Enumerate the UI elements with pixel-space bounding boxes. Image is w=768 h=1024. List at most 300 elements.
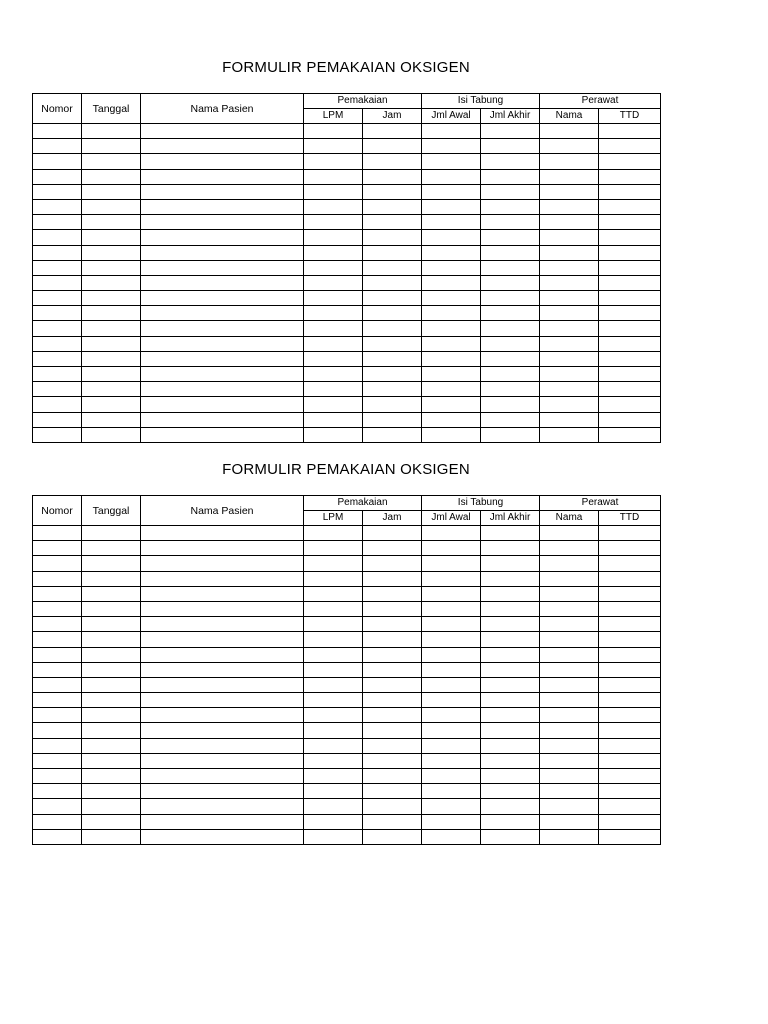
jml-awal-cell <box>422 738 481 753</box>
nomor-cell <box>33 184 82 199</box>
tanggal-cell <box>82 541 141 556</box>
table-row <box>33 541 661 556</box>
jml-akhir-cell <box>481 382 540 397</box>
jml-akhir-cell <box>481 427 540 442</box>
lpm-cell <box>304 829 363 844</box>
table-row <box>33 677 661 692</box>
ttd-cell <box>599 382 661 397</box>
jml-awal-cell <box>422 215 481 230</box>
ttd-cell <box>599 738 661 753</box>
nomor-cell <box>33 829 82 844</box>
jml-awal-cell <box>422 199 481 214</box>
header-ttd: TTD <box>599 511 661 526</box>
perawat-nama-cell <box>540 169 599 184</box>
lpm-cell <box>304 617 363 632</box>
tanggal-cell <box>82 306 141 321</box>
perawat-nama-cell <box>540 336 599 351</box>
lpm-cell <box>304 556 363 571</box>
nama-pasien-cell <box>141 723 304 738</box>
ttd-cell <box>599 139 661 154</box>
nama-pasien-cell <box>141 738 304 753</box>
lpm-cell <box>304 321 363 336</box>
jml-akhir-cell <box>481 397 540 412</box>
table-row <box>33 708 661 723</box>
jml-akhir-cell <box>481 526 540 541</box>
perawat-nama-cell <box>540 662 599 677</box>
lpm-cell <box>304 526 363 541</box>
jam-cell <box>363 541 422 556</box>
lpm-cell <box>304 367 363 382</box>
oxygen-form-2 <box>32 460 660 845</box>
tanggal-cell <box>82 351 141 366</box>
lpm-cell <box>304 738 363 753</box>
header-jml-akhir: Jml Akhir <box>481 109 540 124</box>
lpm-cell <box>304 169 363 184</box>
lpm-cell <box>304 230 363 245</box>
nama-pasien-cell <box>141 427 304 442</box>
ttd-cell <box>599 799 661 814</box>
table-row <box>33 571 661 586</box>
perawat-nama-cell <box>540 753 599 768</box>
jml-awal-cell <box>422 784 481 799</box>
nomor-cell <box>33 306 82 321</box>
jam-cell <box>363 367 422 382</box>
jml-awal-cell <box>422 799 481 814</box>
jam-cell <box>363 753 422 768</box>
jml-awal-cell <box>422 124 481 139</box>
perawat-nama-cell <box>540 291 599 306</box>
jml-awal-cell <box>422 723 481 738</box>
perawat-nama-cell <box>540 275 599 290</box>
nomor-cell <box>33 662 82 677</box>
jam-cell <box>363 245 422 260</box>
nomor-cell <box>33 275 82 290</box>
nomor-cell <box>33 397 82 412</box>
ttd-cell <box>599 199 661 214</box>
jam-cell <box>363 336 422 351</box>
jml-akhir-cell <box>481 617 540 632</box>
tanggal-cell <box>82 124 141 139</box>
jml-akhir-cell <box>481 321 540 336</box>
perawat-nama-cell <box>540 139 599 154</box>
ttd-cell <box>599 601 661 616</box>
lpm-cell <box>304 677 363 692</box>
nomor-cell <box>33 617 82 632</box>
jml-akhir-cell <box>481 260 540 275</box>
tanggal-cell <box>82 829 141 844</box>
nama-pasien-cell <box>141 397 304 412</box>
header-pemakaian: Pemakaian <box>304 496 422 511</box>
header-jml-awal: Jml Awal <box>422 511 481 526</box>
tanggal-cell <box>82 708 141 723</box>
table-row <box>33 382 661 397</box>
nomor-cell <box>33 586 82 601</box>
ttd-cell <box>599 784 661 799</box>
tanggal-cell <box>82 154 141 169</box>
tanggal-cell <box>82 526 141 541</box>
header-jam: Jam <box>363 109 422 124</box>
perawat-nama-cell <box>540 693 599 708</box>
jml-akhir-cell <box>481 586 540 601</box>
jml-akhir-cell <box>481 662 540 677</box>
nama-pasien-cell <box>141 617 304 632</box>
jml-awal-cell <box>422 275 481 290</box>
table-row <box>33 169 661 184</box>
perawat-nama-cell <box>540 617 599 632</box>
header-nama-pasien: Nama Pasien <box>141 496 304 526</box>
header-perawat: Perawat <box>540 496 661 511</box>
perawat-nama-cell <box>540 556 599 571</box>
lpm-cell <box>304 541 363 556</box>
nomor-cell <box>33 541 82 556</box>
table-row <box>33 139 661 154</box>
lpm-cell <box>304 753 363 768</box>
perawat-nama-cell <box>540 215 599 230</box>
tanggal-cell <box>82 275 141 290</box>
table-body <box>33 124 661 443</box>
lpm-cell <box>304 571 363 586</box>
jml-awal-cell <box>422 245 481 260</box>
jam-cell <box>363 275 422 290</box>
table-row <box>33 306 661 321</box>
tanggal-cell <box>82 382 141 397</box>
ttd-cell <box>599 275 661 290</box>
jml-akhir-cell <box>481 541 540 556</box>
ttd-cell <box>599 260 661 275</box>
nama-pasien-cell <box>141 321 304 336</box>
jml-awal-cell <box>422 769 481 784</box>
tanggal-cell <box>82 412 141 427</box>
nama-pasien-cell <box>141 230 304 245</box>
jml-akhir-cell <box>481 723 540 738</box>
lpm-cell <box>304 215 363 230</box>
tanggal-cell <box>82 571 141 586</box>
jml-awal-cell <box>422 526 481 541</box>
tanggal-cell <box>82 230 141 245</box>
table-row <box>33 199 661 214</box>
perawat-nama-cell <box>540 586 599 601</box>
table-body <box>33 526 661 845</box>
perawat-nama-cell <box>540 260 599 275</box>
nomor-cell <box>33 291 82 306</box>
lpm-cell <box>304 601 363 616</box>
nama-pasien-cell <box>141 351 304 366</box>
header-jam: Jam <box>363 511 422 526</box>
lpm-cell <box>304 139 363 154</box>
tanggal-cell <box>82 291 141 306</box>
jam-cell <box>363 321 422 336</box>
jml-awal-cell <box>422 321 481 336</box>
table-row <box>33 617 661 632</box>
perawat-nama-cell <box>540 321 599 336</box>
header-isi-tabung: Isi Tabung <box>422 94 540 109</box>
jam-cell <box>363 139 422 154</box>
jam-cell <box>363 397 422 412</box>
jam-cell <box>363 412 422 427</box>
jam-cell <box>363 351 422 366</box>
tanggal-cell <box>82 632 141 647</box>
perawat-nama-cell <box>540 541 599 556</box>
nama-pasien-cell <box>141 541 304 556</box>
jam-cell <box>363 306 422 321</box>
lpm-cell <box>304 245 363 260</box>
ttd-cell <box>599 321 661 336</box>
table-row <box>33 769 661 784</box>
jml-awal-cell <box>422 184 481 199</box>
nama-pasien-cell <box>141 556 304 571</box>
ttd-cell <box>599 351 661 366</box>
tanggal-cell <box>82 586 141 601</box>
lpm-cell <box>304 382 363 397</box>
tanggal-cell <box>82 184 141 199</box>
jml-akhir-cell <box>481 169 540 184</box>
tanggal-cell <box>82 169 141 184</box>
nomor-cell <box>33 556 82 571</box>
nama-pasien-cell <box>141 799 304 814</box>
perawat-nama-cell <box>540 184 599 199</box>
nomor-cell <box>33 245 82 260</box>
perawat-nama-cell <box>540 154 599 169</box>
tanggal-cell <box>82 769 141 784</box>
jam-cell <box>363 215 422 230</box>
ttd-cell <box>599 708 661 723</box>
table-row <box>33 275 661 290</box>
jam-cell <box>363 230 422 245</box>
nama-pasien-cell <box>141 784 304 799</box>
perawat-nama-cell <box>540 647 599 662</box>
perawat-nama-cell <box>540 382 599 397</box>
nomor-cell <box>33 139 82 154</box>
jml-awal-cell <box>422 230 481 245</box>
tanggal-cell <box>82 723 141 738</box>
nomor-cell <box>33 124 82 139</box>
jml-awal-cell <box>422 139 481 154</box>
lpm-cell <box>304 199 363 214</box>
jml-awal-cell <box>422 647 481 662</box>
table-row <box>33 556 661 571</box>
jml-awal-cell <box>422 556 481 571</box>
nomor-cell <box>33 753 82 768</box>
table-row <box>33 814 661 829</box>
perawat-nama-cell <box>540 245 599 260</box>
tanggal-cell <box>82 814 141 829</box>
nama-pasien-cell <box>141 382 304 397</box>
jml-akhir-cell <box>481 799 540 814</box>
jam-cell <box>363 571 422 586</box>
jam-cell <box>363 677 422 692</box>
nama-pasien-cell <box>141 571 304 586</box>
jml-akhir-cell <box>481 367 540 382</box>
nomor-cell <box>33 351 82 366</box>
lpm-cell <box>304 708 363 723</box>
nomor-cell <box>33 571 82 586</box>
jml-akhir-cell <box>481 769 540 784</box>
jam-cell <box>363 427 422 442</box>
jml-awal-cell <box>422 541 481 556</box>
tanggal-cell <box>82 601 141 616</box>
nomor-cell <box>33 677 82 692</box>
jml-awal-cell <box>422 677 481 692</box>
jml-akhir-cell <box>481 753 540 768</box>
perawat-nama-cell <box>540 632 599 647</box>
nama-pasien-cell <box>141 829 304 844</box>
jml-awal-cell <box>422 427 481 442</box>
nomor-cell <box>33 647 82 662</box>
perawat-nama-cell <box>540 367 599 382</box>
nomor-cell <box>33 784 82 799</box>
table-row <box>33 753 661 768</box>
jml-awal-cell <box>422 753 481 768</box>
table-row <box>33 215 661 230</box>
nomor-cell <box>33 199 82 214</box>
nama-pasien-cell <box>141 306 304 321</box>
nomor-cell <box>33 693 82 708</box>
nama-pasien-cell <box>141 693 304 708</box>
lpm-cell <box>304 184 363 199</box>
lpm-cell <box>304 814 363 829</box>
table-row <box>33 260 661 275</box>
lpm-cell <box>304 427 363 442</box>
jml-akhir-cell <box>481 306 540 321</box>
jml-akhir-cell <box>481 139 540 154</box>
ttd-cell <box>599 526 661 541</box>
tanggal-cell <box>82 738 141 753</box>
jam-cell <box>363 526 422 541</box>
nama-pasien-cell <box>141 677 304 692</box>
jml-awal-cell <box>422 291 481 306</box>
jml-awal-cell <box>422 169 481 184</box>
header-nama: Nama <box>540 511 599 526</box>
tanggal-cell <box>82 260 141 275</box>
jml-akhir-cell <box>481 215 540 230</box>
nama-pasien-cell <box>141 139 304 154</box>
jml-awal-cell <box>422 382 481 397</box>
jml-akhir-cell <box>481 154 540 169</box>
jml-akhir-cell <box>481 829 540 844</box>
ttd-cell <box>599 245 661 260</box>
ttd-cell <box>599 336 661 351</box>
lpm-cell <box>304 412 363 427</box>
nomor-cell <box>33 526 82 541</box>
nomor-cell <box>33 769 82 784</box>
tanggal-cell <box>82 693 141 708</box>
perawat-nama-cell <box>540 124 599 139</box>
perawat-nama-cell <box>540 230 599 245</box>
ttd-cell <box>599 829 661 844</box>
header-lpm: LPM <box>304 109 363 124</box>
jml-awal-cell <box>422 154 481 169</box>
jml-akhir-cell <box>481 693 540 708</box>
jam-cell <box>363 199 422 214</box>
nama-pasien-cell <box>141 769 304 784</box>
lpm-cell <box>304 397 363 412</box>
jam-cell <box>363 814 422 829</box>
lpm-cell <box>304 586 363 601</box>
table-row <box>33 526 661 541</box>
perawat-nama-cell <box>540 784 599 799</box>
header-ttd: TTD <box>599 109 661 124</box>
lpm-cell <box>304 723 363 738</box>
ttd-cell <box>599 169 661 184</box>
table-row <box>33 693 661 708</box>
nama-pasien-cell <box>141 215 304 230</box>
perawat-nama-cell <box>540 677 599 692</box>
jml-akhir-cell <box>481 556 540 571</box>
table-row <box>33 662 661 677</box>
perawat-nama-cell <box>540 306 599 321</box>
jml-awal-cell <box>422 412 481 427</box>
jam-cell <box>363 184 422 199</box>
lpm-cell <box>304 154 363 169</box>
nomor-cell <box>33 708 82 723</box>
tanggal-cell <box>82 321 141 336</box>
ttd-cell <box>599 184 661 199</box>
jml-akhir-cell <box>481 784 540 799</box>
jml-akhir-cell <box>481 632 540 647</box>
jam-cell <box>363 124 422 139</box>
ttd-cell <box>599 617 661 632</box>
lpm-cell <box>304 275 363 290</box>
nama-pasien-cell <box>141 154 304 169</box>
jam-cell <box>363 169 422 184</box>
nomor-cell <box>33 412 82 427</box>
nomor-cell <box>33 321 82 336</box>
jml-awal-cell <box>422 367 481 382</box>
header-jml-awal: Jml Awal <box>422 109 481 124</box>
lpm-cell <box>304 632 363 647</box>
jam-cell <box>363 799 422 814</box>
table-row <box>33 367 661 382</box>
jam-cell <box>363 601 422 616</box>
table-row <box>33 647 661 662</box>
jml-akhir-cell <box>481 708 540 723</box>
tanggal-cell <box>82 556 141 571</box>
table-row <box>33 154 661 169</box>
jam-cell <box>363 291 422 306</box>
tanggal-cell <box>82 397 141 412</box>
jml-awal-cell <box>422 351 481 366</box>
table-row <box>33 601 661 616</box>
perawat-nama-cell <box>540 814 599 829</box>
table-row <box>33 351 661 366</box>
nama-pasien-cell <box>141 632 304 647</box>
tanggal-cell <box>82 617 141 632</box>
jml-akhir-cell <box>481 601 540 616</box>
nama-pasien-cell <box>141 526 304 541</box>
jml-akhir-cell <box>481 677 540 692</box>
table-row <box>33 321 661 336</box>
form-title: FORMULIR PEMAKAIAN OKSIGEN <box>222 59 470 76</box>
table-row <box>33 586 661 601</box>
ttd-cell <box>599 215 661 230</box>
perawat-nama-cell <box>540 526 599 541</box>
lpm-cell <box>304 693 363 708</box>
nama-pasien-cell <box>141 412 304 427</box>
nomor-cell <box>33 154 82 169</box>
jml-akhir-cell <box>481 412 540 427</box>
nomor-cell <box>33 814 82 829</box>
nama-pasien-cell <box>141 367 304 382</box>
nomor-cell <box>33 799 82 814</box>
table-row <box>33 784 661 799</box>
jam-cell <box>363 260 422 275</box>
jml-akhir-cell <box>481 291 540 306</box>
oxygen-form-1 <box>32 58 660 443</box>
jam-cell <box>363 769 422 784</box>
jml-akhir-cell <box>481 336 540 351</box>
jam-cell <box>363 647 422 662</box>
nomor-cell <box>33 601 82 616</box>
